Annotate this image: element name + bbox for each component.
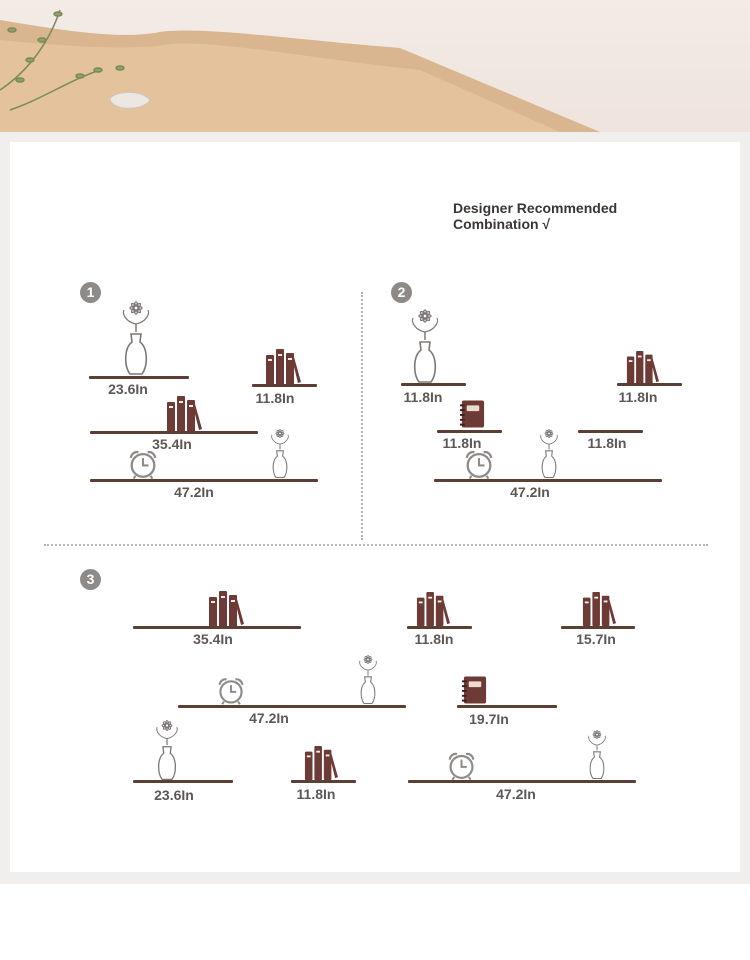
page-bottom — [0, 884, 750, 960]
shelf-1a — [89, 376, 189, 379]
shelf-3g-label: 11.8In — [296, 786, 336, 802]
shelf-1a-label: 23.6In — [108, 381, 148, 397]
shelf-3h — [408, 780, 636, 783]
shelf-3a — [133, 626, 301, 629]
shelf-3d — [178, 705, 406, 708]
shelf-3e — [457, 705, 557, 708]
diagram-panel — [10, 142, 740, 872]
vase-flower-icon — [152, 719, 182, 781]
shelf-3b-label: 11.8In — [414, 631, 454, 647]
books-icon — [626, 351, 659, 384]
shelf-2e — [434, 479, 662, 482]
shelf-3f-label: 23.6In — [154, 787, 194, 803]
shelf-1c-label: 35.4In — [152, 436, 192, 452]
shelf-2d-label: 11.8In — [587, 435, 627, 451]
shelf-3g — [291, 780, 356, 783]
heading-line-2: Combination √ — [453, 216, 551, 232]
shelf-2b-label: 11.8In — [618, 389, 658, 405]
vertical-divider — [361, 292, 363, 540]
shelf-2d — [578, 430, 643, 433]
alarm-clock-icon — [463, 450, 495, 479]
vase-flower-icon — [585, 729, 609, 780]
shelf-3d-label: 47.2In — [249, 710, 289, 726]
shelf-2c — [437, 430, 502, 433]
shelf-1d — [90, 479, 318, 482]
shelf-3c-label: 15.7In — [576, 631, 616, 647]
books-icon — [166, 396, 202, 432]
books-icon — [208, 591, 244, 627]
shelf-1b — [252, 384, 317, 387]
vase-flower-icon — [118, 300, 154, 376]
combination-2-badge: 2 — [391, 282, 412, 303]
shelf-2e-label: 47.2In — [510, 484, 550, 500]
shelf-3b — [407, 626, 472, 629]
shelf-2a-label: 11.8In — [403, 389, 443, 405]
notebook-icon — [461, 675, 488, 705]
shelf-3c — [561, 626, 635, 629]
shelf-3a-label: 35.4In — [193, 631, 233, 647]
shelf-3f — [133, 780, 233, 783]
designer-recommended-heading — [453, 200, 617, 232]
vase-flower-icon — [356, 654, 380, 705]
heading-line-1: Designer Recommended — [453, 200, 618, 216]
shelf-1c — [90, 431, 258, 434]
notebook-icon — [459, 399, 486, 429]
alarm-clock-icon — [127, 450, 159, 479]
books-icon — [304, 746, 338, 780]
vase-flower-icon — [407, 308, 443, 384]
alarm-clock-icon — [216, 677, 246, 705]
alarm-clock-icon — [446, 752, 477, 780]
shelf-3e-label: 19.7In — [469, 711, 509, 727]
shelf-2a — [401, 383, 466, 386]
vase-flower-icon — [268, 428, 292, 479]
books-icon — [582, 592, 616, 626]
books-icon — [265, 349, 301, 385]
books-icon — [416, 592, 450, 626]
shelf-3h-label: 47.2In — [496, 786, 536, 802]
shelf-2c-label: 11.8In — [442, 435, 482, 451]
combination-1-badge: 1 — [80, 282, 101, 303]
shelf-1d-label: 47.2In — [174, 484, 214, 500]
combination-3-badge: 3 — [80, 569, 101, 590]
shelf-2b — [617, 383, 682, 386]
shelf-1b-label: 11.8In — [255, 390, 295, 406]
tabletop-illustration — [0, 0, 750, 132]
hero-photo — [0, 0, 750, 132]
vase-flower-icon — [537, 428, 561, 479]
horizontal-divider — [44, 544, 708, 546]
